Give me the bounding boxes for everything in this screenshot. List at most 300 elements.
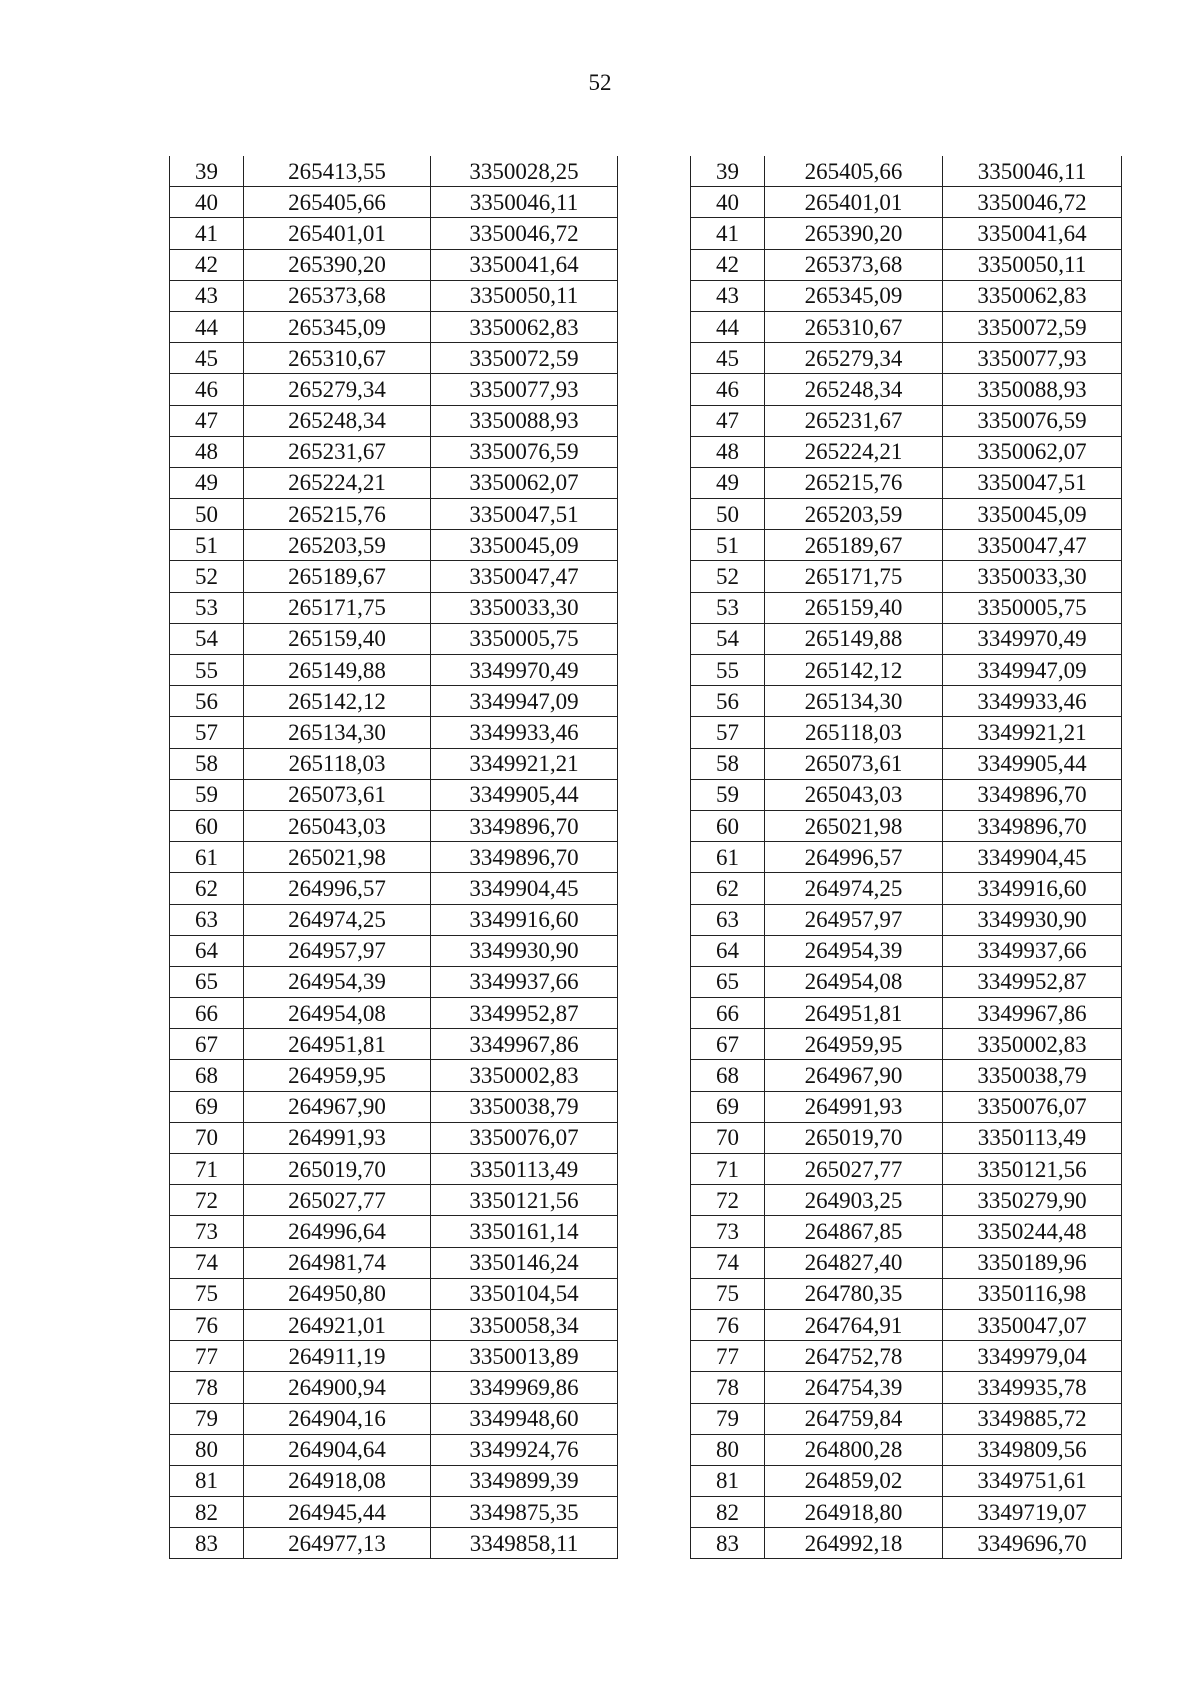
point-number-cell: 48: [691, 436, 765, 467]
y-coordinate-cell: 3350076,07: [431, 1122, 618, 1153]
x-coordinate-cell: 264977,13: [244, 1528, 431, 1559]
x-coordinate-cell: 264904,16: [244, 1403, 431, 1434]
y-coordinate-cell: 3349904,45: [943, 842, 1122, 873]
point-number-cell: 54: [691, 623, 765, 654]
x-coordinate-cell: 264754,39: [765, 1372, 943, 1403]
x-coordinate-cell: 265189,67: [765, 530, 943, 561]
y-coordinate-cell: 3349970,49: [431, 655, 618, 686]
x-coordinate-cell: 264957,97: [765, 904, 943, 935]
y-coordinate-cell: 3350058,34: [431, 1309, 618, 1340]
point-number-cell: 81: [691, 1465, 765, 1496]
x-coordinate-cell: 265345,09: [244, 311, 431, 342]
x-coordinate-cell: 264991,93: [765, 1091, 943, 1122]
table-row: [170, 1278, 618, 1309]
x-coordinate-cell: 264996,57: [765, 842, 943, 873]
table-row: [691, 187, 1122, 218]
y-coordinate-cell: 3350047,51: [431, 499, 618, 530]
point-number-cell: 49: [691, 467, 765, 498]
x-coordinate-cell: 264900,94: [244, 1372, 431, 1403]
table-row: [691, 1341, 1122, 1372]
x-coordinate-cell: 265224,21: [765, 436, 943, 467]
x-coordinate-cell: 264954,39: [244, 966, 431, 997]
table-row: [170, 1341, 618, 1372]
table-row: [691, 530, 1122, 561]
table-row: [170, 998, 618, 1029]
point-number-cell: 79: [691, 1403, 765, 1434]
point-number-cell: 55: [170, 655, 244, 686]
y-coordinate-cell: 3350104,54: [431, 1278, 618, 1309]
table-row: [691, 842, 1122, 873]
coordinates-table-right: [690, 156, 1122, 1559]
table-row: [170, 561, 618, 592]
point-number-cell: 45: [691, 343, 765, 374]
x-coordinate-cell: 265231,67: [244, 436, 431, 467]
table-row: [691, 1247, 1122, 1278]
x-coordinate-cell: 264867,85: [765, 1216, 943, 1247]
y-coordinate-cell: 3349696,70: [943, 1528, 1122, 1559]
y-coordinate-cell: 3349858,11: [431, 1528, 618, 1559]
y-coordinate-cell: 3349937,66: [943, 935, 1122, 966]
table-row: [691, 1372, 1122, 1403]
table-row: [691, 1403, 1122, 1434]
x-coordinate-cell: 264954,39: [765, 935, 943, 966]
table-row: [691, 1060, 1122, 1091]
y-coordinate-cell: 3350046,72: [431, 218, 618, 249]
table-row: [170, 779, 618, 810]
table-row: [170, 218, 618, 249]
table-row: [170, 686, 618, 717]
point-number-cell: 48: [170, 436, 244, 467]
point-number-cell: 57: [170, 717, 244, 748]
y-coordinate-cell: 3350113,49: [943, 1122, 1122, 1153]
x-coordinate-cell: 264752,78: [765, 1341, 943, 1372]
x-coordinate-cell: 265401,01: [765, 187, 943, 218]
point-number-cell: 82: [691, 1497, 765, 1528]
point-number-cell: 64: [170, 935, 244, 966]
table-row: [691, 966, 1122, 997]
y-coordinate-cell: 3349979,04: [943, 1341, 1122, 1372]
x-coordinate-cell: 264954,08: [765, 966, 943, 997]
point-number-cell: 41: [170, 218, 244, 249]
x-coordinate-cell: 265248,34: [244, 405, 431, 436]
point-number-cell: 75: [691, 1278, 765, 1309]
table-row: [170, 966, 618, 997]
y-coordinate-cell: 3349896,70: [943, 810, 1122, 841]
point-number-cell: 76: [170, 1309, 244, 1340]
y-coordinate-cell: 3349947,09: [431, 686, 618, 717]
point-number-cell: 62: [170, 873, 244, 904]
point-number-cell: 53: [691, 592, 765, 623]
table-row: [691, 467, 1122, 498]
table-row: [170, 374, 618, 405]
table-row: [691, 1029, 1122, 1060]
point-number-cell: 62: [691, 873, 765, 904]
point-number-cell: 73: [170, 1216, 244, 1247]
x-coordinate-cell: 265142,12: [244, 686, 431, 717]
table-row: [691, 1278, 1122, 1309]
table-row: [170, 935, 618, 966]
point-number-cell: 51: [691, 530, 765, 561]
y-coordinate-cell: 3350005,75: [431, 623, 618, 654]
point-number-cell: 79: [170, 1403, 244, 1434]
table-row: [170, 717, 618, 748]
table-row: [691, 1185, 1122, 1216]
y-coordinate-cell: 3350088,93: [431, 405, 618, 436]
y-coordinate-cell: 3350041,64: [431, 249, 618, 280]
x-coordinate-cell: 265171,75: [244, 592, 431, 623]
y-coordinate-cell: 3349947,09: [943, 655, 1122, 686]
y-coordinate-cell: 3350033,30: [431, 592, 618, 623]
y-coordinate-cell: 3349719,07: [943, 1497, 1122, 1528]
y-coordinate-cell: 3349904,45: [431, 873, 618, 904]
point-number-cell: 81: [170, 1465, 244, 1496]
x-coordinate-cell: 265345,09: [765, 280, 943, 311]
point-number-cell: 42: [691, 249, 765, 280]
y-coordinate-cell: 3349933,46: [943, 686, 1122, 717]
point-number-cell: 63: [691, 904, 765, 935]
table-row: [691, 1465, 1122, 1496]
table-body-left: [170, 156, 618, 1559]
point-number-cell: 56: [691, 686, 765, 717]
x-coordinate-cell: 265224,21: [244, 467, 431, 498]
point-number-cell: 55: [691, 655, 765, 686]
x-coordinate-cell: 265021,98: [244, 842, 431, 873]
x-coordinate-cell: 265248,34: [765, 374, 943, 405]
x-coordinate-cell: 265401,01: [244, 218, 431, 249]
x-coordinate-cell: 265019,70: [244, 1154, 431, 1185]
x-coordinate-cell: 264954,08: [244, 998, 431, 1029]
point-number-cell: 47: [691, 405, 765, 436]
y-coordinate-cell: 3350028,25: [431, 156, 618, 187]
table-row: [691, 686, 1122, 717]
table-row: [170, 904, 618, 935]
table-row: [170, 873, 618, 904]
table-row: [170, 187, 618, 218]
y-coordinate-cell: 3349930,90: [943, 904, 1122, 935]
point-number-cell: 72: [691, 1185, 765, 1216]
x-coordinate-cell: 265390,20: [244, 249, 431, 280]
table-row: [691, 904, 1122, 935]
y-coordinate-cell: 3349905,44: [431, 779, 618, 810]
y-coordinate-cell: 3350062,83: [943, 280, 1122, 311]
point-number-cell: 82: [170, 1497, 244, 1528]
y-coordinate-cell: 3350088,93: [943, 374, 1122, 405]
y-coordinate-cell: 3349916,60: [943, 873, 1122, 904]
point-number-cell: 67: [691, 1029, 765, 1060]
x-coordinate-cell: 264951,81: [244, 1029, 431, 1060]
y-coordinate-cell: 3350279,90: [943, 1185, 1122, 1216]
point-number-cell: 60: [691, 810, 765, 841]
y-coordinate-cell: 3349896,70: [431, 842, 618, 873]
point-number-cell: 50: [691, 499, 765, 530]
point-number-cell: 75: [170, 1278, 244, 1309]
y-coordinate-cell: 3349905,44: [943, 748, 1122, 779]
point-number-cell: 70: [691, 1122, 765, 1153]
y-coordinate-cell: 3350072,59: [943, 311, 1122, 342]
y-coordinate-cell: 3349916,60: [431, 904, 618, 935]
y-coordinate-cell: 3350002,83: [943, 1029, 1122, 1060]
x-coordinate-cell: 264918,08: [244, 1465, 431, 1496]
table-row: [691, 436, 1122, 467]
table-row: [170, 1247, 618, 1278]
table-row: [691, 998, 1122, 1029]
point-number-cell: 57: [691, 717, 765, 748]
y-coordinate-cell: 3350047,07: [943, 1309, 1122, 1340]
table-row: [170, 810, 618, 841]
table-row: [691, 499, 1122, 530]
point-number-cell: 78: [691, 1372, 765, 1403]
x-coordinate-cell: 264918,80: [765, 1497, 943, 1528]
point-number-cell: 61: [170, 842, 244, 873]
x-coordinate-cell: 265405,66: [765, 156, 943, 187]
y-coordinate-cell: 3349948,60: [431, 1403, 618, 1434]
table-row: [170, 1060, 618, 1091]
x-coordinate-cell: 265279,34: [244, 374, 431, 405]
point-number-cell: 41: [691, 218, 765, 249]
coordinates-table-left: [169, 156, 618, 1559]
x-coordinate-cell: 265405,66: [244, 187, 431, 218]
point-number-cell: 52: [691, 561, 765, 592]
y-coordinate-cell: 3349967,86: [431, 1029, 618, 1060]
y-coordinate-cell: 3349952,87: [943, 966, 1122, 997]
x-coordinate-cell: 264950,80: [244, 1278, 431, 1309]
table-row: [691, 1216, 1122, 1247]
table-row: [691, 1091, 1122, 1122]
y-coordinate-cell: 3350005,75: [943, 592, 1122, 623]
point-number-cell: 56: [170, 686, 244, 717]
table-row: [170, 249, 618, 280]
x-coordinate-cell: 265159,40: [765, 592, 943, 623]
y-coordinate-cell: 3349899,39: [431, 1465, 618, 1496]
y-coordinate-cell: 3350046,11: [431, 187, 618, 218]
table-row: [691, 1528, 1122, 1559]
table-row: [691, 1122, 1122, 1153]
point-number-cell: 80: [170, 1434, 244, 1465]
y-coordinate-cell: 3350161,14: [431, 1216, 618, 1247]
table-row: [170, 1154, 618, 1185]
y-coordinate-cell: 3349935,78: [943, 1372, 1122, 1403]
table-row: [691, 935, 1122, 966]
y-coordinate-cell: 3349921,21: [943, 717, 1122, 748]
table-row: [691, 561, 1122, 592]
table-row: [170, 156, 618, 187]
x-coordinate-cell: 264959,95: [244, 1060, 431, 1091]
point-number-cell: 78: [170, 1372, 244, 1403]
y-coordinate-cell: 3350116,98: [943, 1278, 1122, 1309]
table-row: [170, 842, 618, 873]
x-coordinate-cell: 264967,90: [765, 1060, 943, 1091]
table-row: [170, 1216, 618, 1247]
x-coordinate-cell: 264859,02: [765, 1465, 943, 1496]
x-coordinate-cell: 265215,76: [765, 467, 943, 498]
x-coordinate-cell: 265159,40: [244, 623, 431, 654]
y-coordinate-cell: 3350121,56: [943, 1154, 1122, 1185]
point-number-cell: 68: [691, 1060, 765, 1091]
y-coordinate-cell: 3350002,83: [431, 1060, 618, 1091]
table-row: [691, 779, 1122, 810]
y-coordinate-cell: 3350047,51: [943, 467, 1122, 498]
y-coordinate-cell: 3350076,59: [431, 436, 618, 467]
y-coordinate-cell: 3350033,30: [943, 561, 1122, 592]
table-row: [691, 405, 1122, 436]
table-row: [170, 436, 618, 467]
table-row: [691, 249, 1122, 280]
x-coordinate-cell: 264981,74: [244, 1247, 431, 1278]
point-number-cell: 68: [170, 1060, 244, 1091]
point-number-cell: 70: [170, 1122, 244, 1153]
y-coordinate-cell: 3349937,66: [431, 966, 618, 997]
table-row: [691, 592, 1122, 623]
point-number-cell: 83: [691, 1528, 765, 1559]
y-coordinate-cell: 3350244,48: [943, 1216, 1122, 1247]
point-number-cell: 64: [691, 935, 765, 966]
table-body-right: [691, 156, 1122, 1559]
x-coordinate-cell: 265149,88: [765, 623, 943, 654]
point-number-cell: 60: [170, 810, 244, 841]
point-number-cell: 65: [691, 966, 765, 997]
y-coordinate-cell: 3349933,46: [431, 717, 618, 748]
table-row: [170, 592, 618, 623]
table-row: [691, 311, 1122, 342]
x-coordinate-cell: 265390,20: [765, 218, 943, 249]
table-row: [170, 623, 618, 654]
table-row: [170, 1403, 618, 1434]
x-coordinate-cell: 265073,61: [765, 748, 943, 779]
point-number-cell: 65: [170, 966, 244, 997]
page-number: 52: [588, 70, 612, 95]
x-coordinate-cell: 265279,34: [765, 343, 943, 374]
x-coordinate-cell: 264764,91: [765, 1309, 943, 1340]
point-number-cell: 67: [170, 1029, 244, 1060]
x-coordinate-cell: 265310,67: [244, 343, 431, 374]
table-row: [691, 1309, 1122, 1340]
y-coordinate-cell: 3350121,56: [431, 1185, 618, 1216]
table-row: [170, 1372, 618, 1403]
y-coordinate-cell: 3350146,24: [431, 1247, 618, 1278]
x-coordinate-cell: 264996,57: [244, 873, 431, 904]
point-number-cell: 46: [170, 374, 244, 405]
x-coordinate-cell: 264996,64: [244, 1216, 431, 1247]
x-coordinate-cell: 265373,68: [244, 280, 431, 311]
x-coordinate-cell: 264951,81: [765, 998, 943, 1029]
point-number-cell: 54: [170, 623, 244, 654]
point-number-cell: 73: [691, 1216, 765, 1247]
y-coordinate-cell: 3349751,61: [943, 1465, 1122, 1496]
table-row: [691, 218, 1122, 249]
y-coordinate-cell: 3350076,59: [943, 405, 1122, 436]
table-row: [170, 530, 618, 561]
point-number-cell: 76: [691, 1309, 765, 1340]
point-number-cell: 50: [170, 499, 244, 530]
point-number-cell: 80: [691, 1434, 765, 1465]
y-coordinate-cell: 3350050,11: [431, 280, 618, 311]
y-coordinate-cell: 3350077,93: [431, 374, 618, 405]
y-coordinate-cell: 3350189,96: [943, 1247, 1122, 1278]
x-coordinate-cell: 265134,30: [244, 717, 431, 748]
point-number-cell: 61: [691, 842, 765, 873]
point-number-cell: 53: [170, 592, 244, 623]
x-coordinate-cell: 265310,67: [765, 311, 943, 342]
x-coordinate-cell: 265373,68: [765, 249, 943, 280]
point-number-cell: 45: [170, 343, 244, 374]
point-number-cell: 39: [691, 156, 765, 187]
point-number-cell: 44: [691, 311, 765, 342]
point-number-cell: 74: [170, 1247, 244, 1278]
x-coordinate-cell: 264974,25: [244, 904, 431, 935]
x-coordinate-cell: 265149,88: [244, 655, 431, 686]
x-coordinate-cell: 265203,59: [244, 530, 431, 561]
point-number-cell: 83: [170, 1528, 244, 1559]
y-coordinate-cell: 3350046,11: [943, 156, 1122, 187]
x-coordinate-cell: 265027,77: [765, 1154, 943, 1185]
x-coordinate-cell: 265171,75: [765, 561, 943, 592]
table-row: [691, 343, 1122, 374]
point-number-cell: 43: [691, 280, 765, 311]
x-coordinate-cell: 265231,67: [765, 405, 943, 436]
point-number-cell: 47: [170, 405, 244, 436]
y-coordinate-cell: 3350038,79: [431, 1091, 618, 1122]
table-row: [691, 655, 1122, 686]
y-coordinate-cell: 3349967,86: [943, 998, 1122, 1029]
x-coordinate-cell: 264992,18: [765, 1528, 943, 1559]
point-number-cell: 59: [170, 779, 244, 810]
y-coordinate-cell: 3350062,83: [431, 311, 618, 342]
table-row: [170, 1309, 618, 1340]
point-number-cell: 63: [170, 904, 244, 935]
point-number-cell: 77: [691, 1341, 765, 1372]
y-coordinate-cell: 3349970,49: [943, 623, 1122, 654]
y-coordinate-cell: 3349885,72: [943, 1403, 1122, 1434]
point-number-cell: 52: [170, 561, 244, 592]
point-number-cell: 58: [170, 748, 244, 779]
x-coordinate-cell: 265134,30: [765, 686, 943, 717]
y-coordinate-cell: 3350045,09: [943, 499, 1122, 530]
y-coordinate-cell: 3350062,07: [431, 467, 618, 498]
table-row: [691, 374, 1122, 405]
x-coordinate-cell: 264800,28: [765, 1434, 943, 1465]
table-row: [691, 280, 1122, 311]
x-coordinate-cell: 264904,64: [244, 1434, 431, 1465]
y-coordinate-cell: 3350072,59: [431, 343, 618, 374]
y-coordinate-cell: 3350062,07: [943, 436, 1122, 467]
point-number-cell: 43: [170, 280, 244, 311]
point-number-cell: 44: [170, 311, 244, 342]
point-number-cell: 42: [170, 249, 244, 280]
y-coordinate-cell: 3350047,47: [943, 530, 1122, 561]
x-coordinate-cell: 264957,97: [244, 935, 431, 966]
y-coordinate-cell: 3350041,64: [943, 218, 1122, 249]
point-number-cell: 71: [170, 1154, 244, 1185]
x-coordinate-cell: 264945,44: [244, 1497, 431, 1528]
table-row: [170, 343, 618, 374]
point-number-cell: 69: [170, 1091, 244, 1122]
point-number-cell: 49: [170, 467, 244, 498]
point-number-cell: 69: [691, 1091, 765, 1122]
y-coordinate-cell: 3350038,79: [943, 1060, 1122, 1091]
x-coordinate-cell: 264921,01: [244, 1309, 431, 1340]
x-coordinate-cell: 265019,70: [765, 1122, 943, 1153]
table-row: [691, 748, 1122, 779]
y-coordinate-cell: 3349921,21: [431, 748, 618, 779]
y-coordinate-cell: 3349809,56: [943, 1434, 1122, 1465]
x-coordinate-cell: 265043,03: [765, 779, 943, 810]
y-coordinate-cell: 3349924,76: [431, 1434, 618, 1465]
table-row: [170, 1434, 618, 1465]
y-coordinate-cell: 3350047,47: [431, 561, 618, 592]
table-row: [170, 499, 618, 530]
y-coordinate-cell: 3349875,35: [431, 1497, 618, 1528]
table-row: [691, 810, 1122, 841]
